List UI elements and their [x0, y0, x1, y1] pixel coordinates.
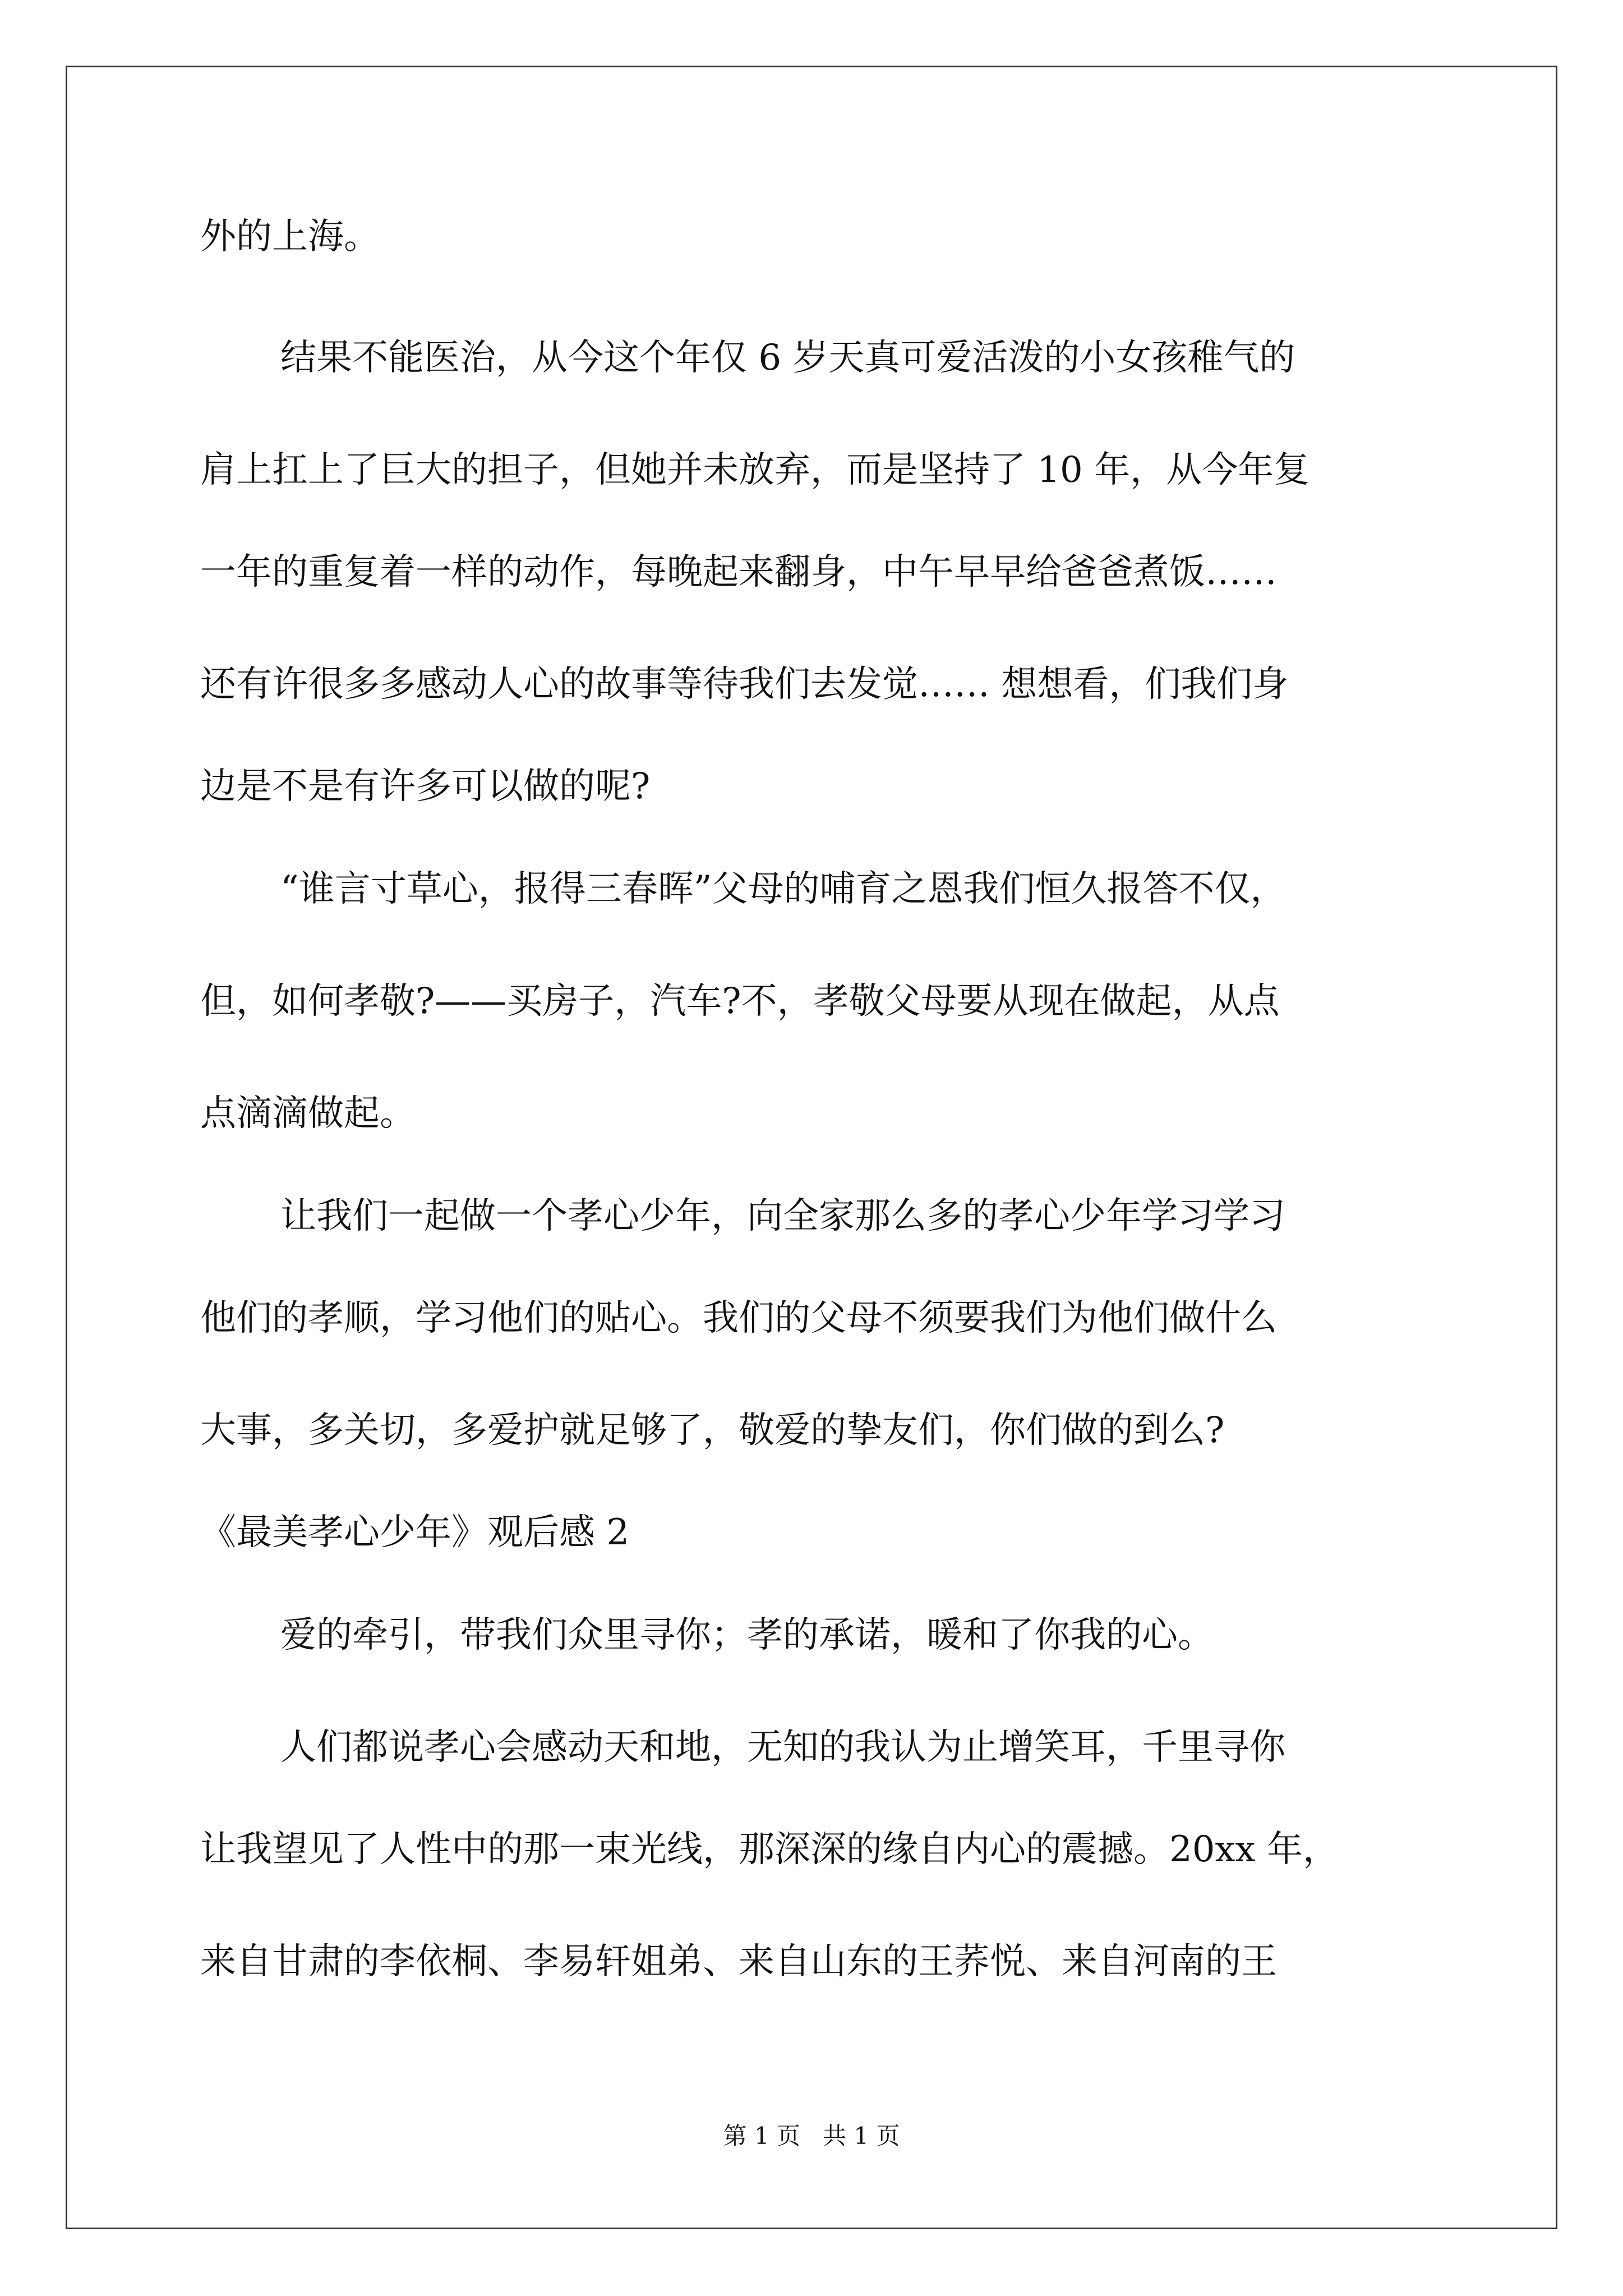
section-heading: 《最美孝心少年》观后感 2 [200, 1512, 630, 1553]
text-line: 但，如何孝敬?——买房子，汽车?不，孝敬父母要从现在做起，从点 [200, 981, 1280, 1022]
page-number-footer: 第 1 页 共 1 页 [723, 2122, 900, 2150]
text-line: 来自甘肃的李依桐、李易轩姐弟、来自山东的王荞悦、来自河南的王 [200, 1941, 1277, 1982]
text-line: 他们的孝顺，学习他们的贴心。我们的父母不须要我们为他们做什么 [200, 1297, 1277, 1339]
text-line: 让我望见了人性中的那一束光线，那深深的缘自内心的震撼。20xx 年， [200, 1829, 1339, 1870]
text-line: 外的上海。 [200, 216, 380, 257]
text-line: 肩上扛上了巨大的担子，但她并未放弃，而是坚持了 10 年，从今年复 [200, 449, 1310, 491]
paragraph-line: “谁言寸草心，报得三春晖”父母的哺育之恩我们恒久报答不仅， [280, 868, 1287, 910]
page-border [66, 66, 1557, 2229]
paragraph-line: 人们都说孝心会感动天和地，无知的我认为止增笑耳，千里寻你 [280, 1727, 1285, 1768]
text-line: 一年的重复着一样的动作，每晚起来翻身，中午早早给爸爸煮饭…… [200, 551, 1277, 593]
text-line: 大事，多关切，多爱护就足够了，敬爱的挚友们，你们做的到么? [200, 1410, 1225, 1451]
paragraph-line: 爱的牵引，带我们众里寻你；孝的承诺，暖和了你我的心。 [280, 1614, 1214, 1656]
paragraph-line: 让我们一起做一个孝心少年，向全家那么多的孝心少年学习学习 [280, 1195, 1285, 1237]
text-line: 边是不是有许多可以做的呢? [200, 766, 651, 807]
paragraph-line: 结果不能医治，从今这个年仅 6 岁天真可爱活泼的小女孩稚气的 [280, 337, 1295, 379]
text-line: 还有许很多多感动人心的故事等待我们去发觉…… 想想看，们我们身 [200, 664, 1289, 705]
text-line: 点滴滴做起。 [200, 1093, 416, 1134]
